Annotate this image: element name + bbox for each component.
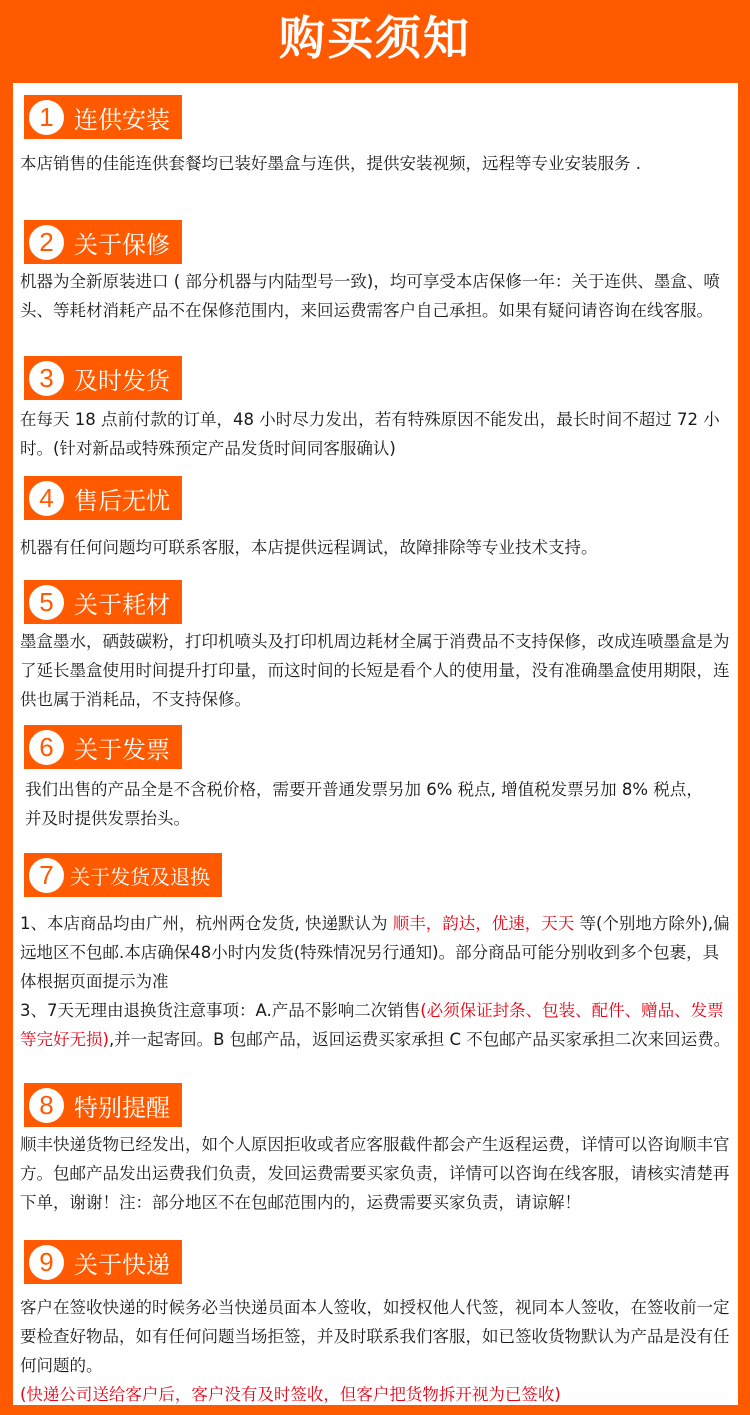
section-3-header	[24, 356, 182, 400]
section-9-body	[20, 1293, 732, 1409]
section-9-header	[24, 1240, 182, 1284]
section-4-number-badge: 4	[29, 481, 64, 516]
section-5-paragraph: 墨盒墨水，硒鼓碳粉，打印机喷头及打印机周边耗材全属于消费品不支持保修，改成连喷墨盒是为了延长墨盒使用时间提升打印量，而这时间的长短是看个人的使用量，没有准确墨盒使用期限，连供也属于消耗品，不支持保修。	[20, 632, 730, 709]
section-8-title: 特别提醒	[74, 1093, 170, 1122]
section-8-header	[24, 1083, 182, 1127]
section-1-body	[20, 149, 732, 178]
section-9-note: (快递公司送给客户后，客户没有及时签收，但客户把货物拆开视为已签收)	[20, 1385, 561, 1404]
section-7-paragraph-1	[20, 909, 732, 996]
section-8-body	[20, 1130, 732, 1217]
section-1-header	[24, 95, 182, 139]
section-4-header	[24, 476, 182, 520]
section-2-number-badge: 2	[29, 225, 64, 260]
section-2-title: 关于保修	[74, 230, 170, 259]
section-7-number-badge: 7	[29, 858, 64, 893]
section-7-p2-text-b: ,并一起寄回。B 包邮产品，返回运费买家承担 C 不包邮产品买家承担二次来回运费。	[108, 1030, 731, 1049]
section-4-paragraph: 机器有任何问题均可联系客服，本店提供远程调试，故障排除等专业技术支持。	[20, 538, 598, 557]
section-3-number-badge: 3	[29, 361, 64, 396]
section-5-title: 关于耗材	[74, 590, 170, 619]
section-7-title: 关于发货及退换	[70, 864, 210, 889]
right-edge-accent	[738, 1251, 742, 1289]
section-8-paragraph: 顺丰快递货物已经发出，如个人原因拒收或者应客服截件都会产生返程运费，详情可以咨询顺丰官方。包邮产品发出运费我们负责，发回运费需要买家负责，详情可以咨询在线客服，请核实清楚再下单，谢谢！注：部分地区不在包邮范围内的，运费需要买家负责，请谅解！	[20, 1135, 730, 1212]
section-3-title: 及时发货	[74, 366, 170, 395]
section-8-number-badge: 8	[29, 1088, 64, 1123]
section-7-courier-list: 顺丰，韵达，优速，天天	[392, 914, 575, 933]
section-7-return-condition: (必须保证封条、包装、配件、赠品、发票等完好无损)	[20, 1001, 724, 1049]
section-9-paragraph: 客户在签收快递的时候务必当快递员面本人签收，如授权他人代签，视同本人签收，在签收前一定要检查好物品，如有任何问题当场拒签，并及时联系我们客服，如已签收货物默认为产品是没有任何问题的。	[20, 1298, 730, 1375]
section-2-paragraph: 机器为全新原装进口 ( 部分机器与内陆型号一致)，均可享受本店保修一年：关于连供、墨盒、喷头、等耗材消耗产品不在保修范围内，来回运费需客户自己承担。如果有疑问请咨询在线客服。	[20, 272, 720, 320]
section-6-header	[24, 725, 182, 769]
section-4-body	[20, 533, 732, 562]
section-5-number-badge: 5	[29, 585, 64, 620]
section-9-number-badge: 9	[29, 1245, 64, 1280]
section-6-number-badge: 6	[29, 730, 64, 765]
section-3-paragraph: 在每天 18 点前付款的订单，48 小时尽力发出，若有特殊原因不能发出，最长时间不超过 72 小时。(针对新品或特殊预定产品发货时间同客服确认)	[20, 410, 720, 458]
section-4-title: 售后无忧	[74, 486, 170, 515]
section-7-p1-text-b: 等(个别地方除外),偏远地区不包邮.本店确保48小时内发货(特殊情况另行通知)。部分商品可能分别收到多个包裹，具体根据页面提示为准	[20, 914, 730, 991]
section-7-paragraph-2	[20, 996, 732, 1054]
section-5-header	[24, 580, 182, 624]
section-7-p1-text-a: 1、本店商品均由广州，杭州两仓发货, 快递默认为	[20, 914, 393, 933]
section-1-title: 连供安装	[74, 105, 170, 134]
section-7-header	[24, 853, 222, 897]
section-3-body	[20, 405, 732, 463]
section-1-number-badge: 1	[29, 100, 64, 135]
section-9-title: 关于快递	[74, 1250, 170, 1279]
section-2-body	[20, 267, 732, 325]
section-2-header	[24, 220, 182, 264]
section-7-body	[20, 909, 732, 1054]
section-6-paragraph: 我们出售的产品全是不含税价格，需要开普通发票另加 6% 税点, 增值税发票另加 8% 税点，并及时提供发票抬头。	[25, 780, 703, 828]
section-7-p2-text-a: 3、7天无理由退换货注意事项：A.产品不影响二次销售	[20, 1001, 421, 1020]
page-title: 购买须知	[279, 11, 471, 65]
content-panel	[13, 83, 738, 1405]
section-6-body	[25, 775, 715, 833]
section-6-title: 关于发票	[74, 735, 170, 764]
section-1-paragraph: 本店销售的佳能连供套餐均已装好墨盒与连供，提供安装视频，远程等专业安装服务 .	[20, 154, 641, 173]
section-5-body	[20, 627, 732, 714]
